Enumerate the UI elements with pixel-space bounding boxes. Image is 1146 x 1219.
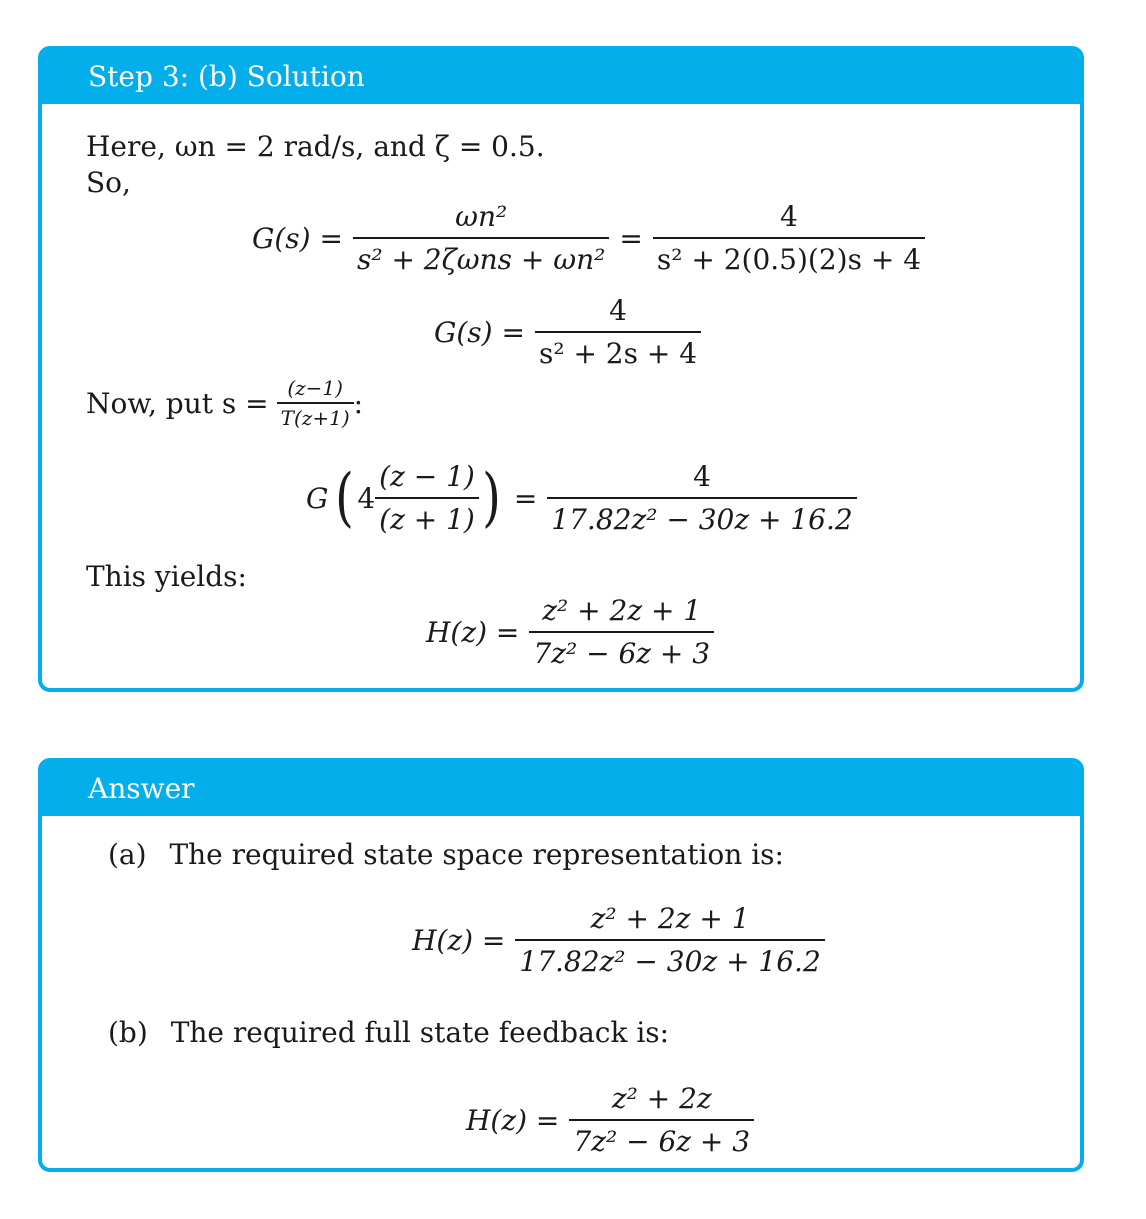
now-put-text: Now, put s =: [86, 386, 269, 420]
so-line: So,: [86, 166, 131, 199]
eq3-numerator: 4: [693, 460, 711, 493]
item-a-label: (a): [108, 838, 147, 871]
eq-b-fraction: [569, 1082, 754, 1158]
eq3-left-paren: (: [335, 461, 355, 535]
eq3-g: G: [306, 481, 329, 515]
eq-a-lhs: H(z) =: [412, 923, 506, 957]
eq4-numerator: z² + 2z + 1: [542, 594, 702, 627]
solution-box-title: Step 3: (b) Solution: [42, 50, 1080, 104]
eq3-inner-denominator: (z + 1): [375, 497, 479, 536]
eq-b-lhs: H(z) =: [466, 1103, 560, 1137]
eq-b-denominator: 7z² − 6z + 3: [569, 1119, 754, 1158]
substitution-numerator: (z−1): [287, 376, 343, 400]
substitution-fraction: [277, 376, 354, 430]
eq1-lhs: G(s) =: [252, 221, 343, 255]
eq1-frac1-denominator: s² + 2ζωns + ωn²: [353, 237, 609, 276]
intro-line: Here, ωn = 2 rad/s, and ζ = 0.5.: [86, 130, 545, 163]
equation-g-of-z: [306, 460, 857, 536]
eq-a-denominator: 17.82z² − 30z + 16.2: [515, 939, 824, 978]
eq-a-numerator: z² + 2z + 1: [590, 902, 750, 935]
item-b-label: (b): [108, 1016, 148, 1049]
equation-g-of-s-simplified: [424, 294, 701, 370]
eq1-equals: =: [619, 221, 643, 255]
answer-box-title: Answer: [42, 762, 1080, 816]
eq4-denominator: 7z² − 6z + 3: [529, 631, 714, 670]
eq-a-fraction: [515, 902, 824, 978]
equation-h-of-z-answer-a: [402, 902, 825, 978]
eq1-fraction-1: [353, 200, 609, 276]
eq3-equals: =: [513, 481, 538, 515]
equation-h-of-z-solution: [416, 594, 714, 670]
substitution-line: [86, 376, 363, 430]
answer-box: [38, 758, 1084, 1172]
eq3-right-paren: ): [481, 461, 501, 535]
item-a-text: The required state space representation is:: [169, 838, 784, 871]
eq2-numerator: 4: [609, 294, 627, 327]
equation-h-of-z-answer-b: [456, 1082, 754, 1158]
eq-b-numerator: z² + 2z: [611, 1082, 712, 1115]
eq3-inner-numerator: (z − 1): [379, 460, 475, 493]
yields-text: This yields:: [86, 560, 247, 593]
substitution-denominator: T(z+1): [277, 402, 354, 430]
eq1-frac2-numerator: 4: [780, 200, 798, 233]
answer-item-a: [108, 838, 784, 871]
eq3-fraction: [547, 460, 856, 536]
eq4-lhs: H(z) =: [426, 615, 520, 649]
eq3-inner-fraction: [375, 460, 479, 536]
answer-item-b: [108, 1016, 669, 1049]
item-b-text: The required full state feedback is:: [170, 1016, 670, 1049]
substitution-colon: :: [353, 386, 364, 420]
eq2-denominator: s² + 2s + 4: [535, 331, 701, 370]
eq4-fraction: [529, 594, 714, 670]
eq2-lhs: G(s) =: [434, 315, 525, 349]
eq2-fraction: [535, 294, 701, 370]
eq1-frac1-numerator: ωn²: [455, 200, 508, 233]
equation-g-of-s-expanded: [242, 200, 925, 276]
eq3-denominator: 17.82z² − 30z + 16.2: [547, 497, 856, 536]
solution-box: [38, 46, 1084, 692]
eq1-fraction-2: [653, 200, 925, 276]
eq1-frac2-denominator: s² + 2(0.5)(2)s + 4: [653, 237, 925, 276]
eq3-coefficient: 4: [357, 481, 376, 515]
